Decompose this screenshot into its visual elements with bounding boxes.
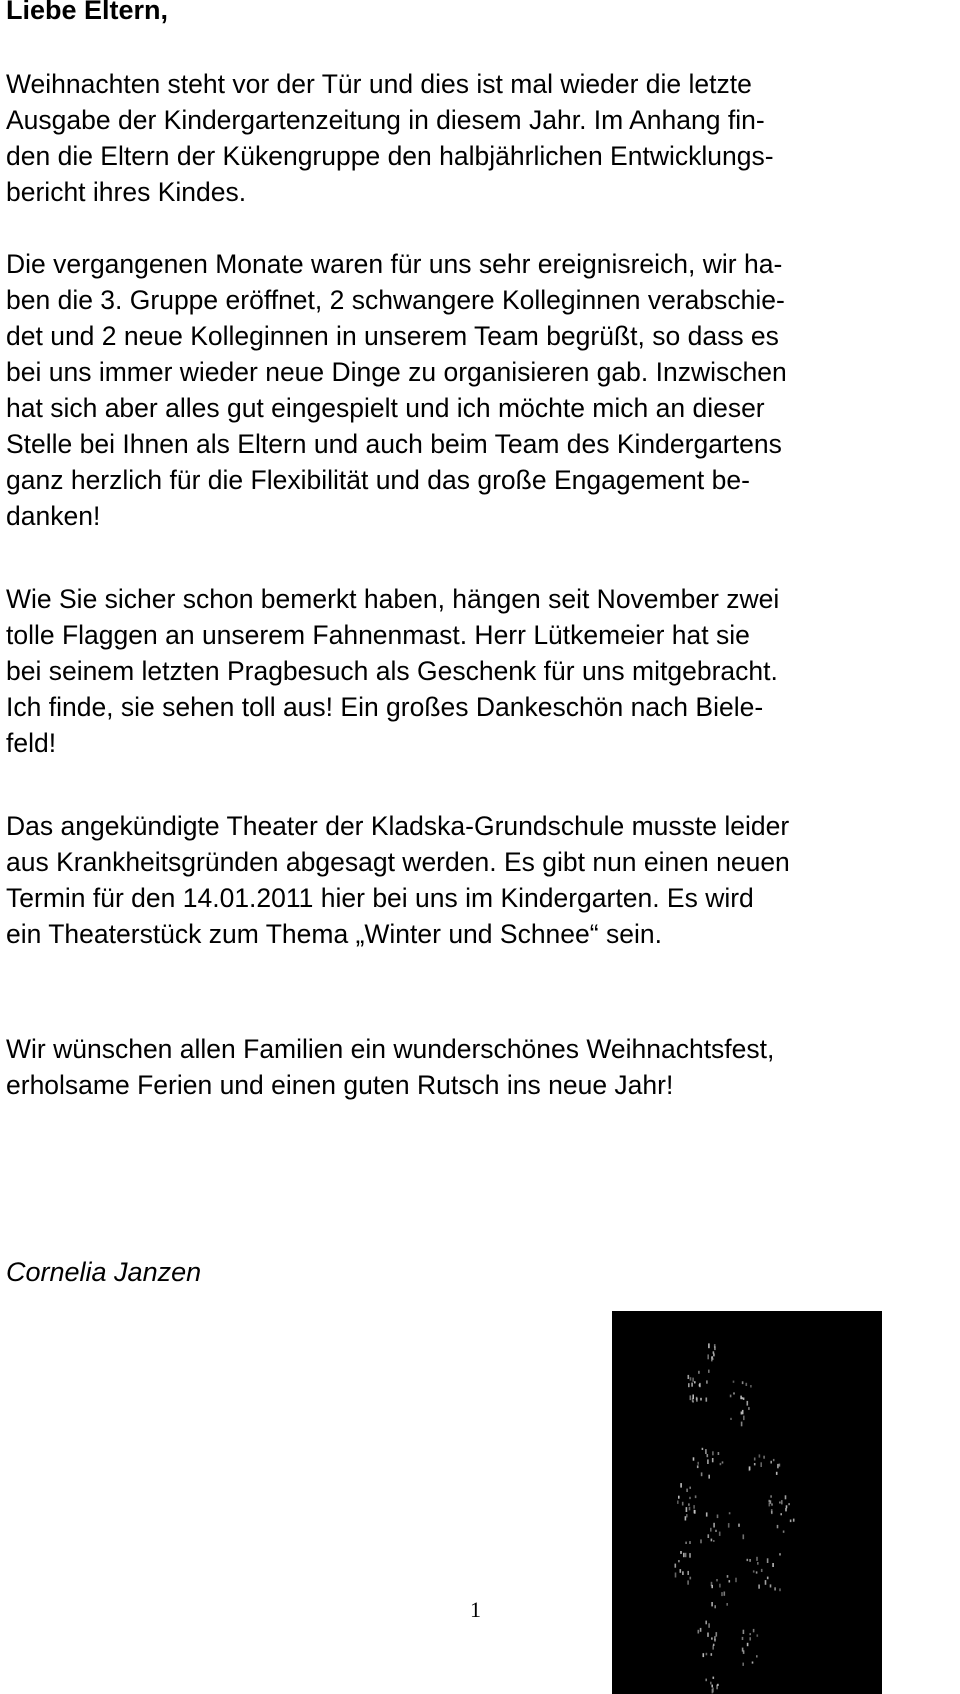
photo-speckle	[689, 1507, 691, 1511]
photo-speckle	[746, 1383, 748, 1386]
photo-speckle	[753, 1629, 755, 1632]
photo-speckle	[712, 1688, 714, 1693]
paragraph-line: Weihnachten steht vor der Tür und dies ist mal wieder die letzte	[6, 69, 752, 99]
photo-speckle	[716, 1685, 718, 1690]
photo-speckle	[740, 1396, 742, 1400]
photo-speckle	[759, 1454, 761, 1457]
photo-speckle	[711, 1357, 713, 1361]
page-number: 1	[470, 1597, 481, 1622]
photo-speckle	[708, 1343, 710, 1348]
photo-speckle	[790, 1520, 792, 1523]
photo-speckle	[703, 1653, 705, 1657]
photo-speckle	[687, 1571, 689, 1575]
photo-speckle	[774, 1587, 776, 1590]
photo-speckle	[743, 1398, 745, 1400]
photo-speckle	[693, 1505, 695, 1509]
photo-speckle	[742, 1410, 744, 1414]
photo-speckle	[773, 1459, 775, 1461]
photo-speckle	[698, 1371, 700, 1374]
photo-speckle	[730, 1418, 732, 1420]
photo-speckle	[735, 1578, 737, 1583]
photo-speckle	[696, 1398, 698, 1402]
photo-speckle	[720, 1463, 722, 1465]
photo-speckle	[742, 1381, 744, 1384]
photo-speckle	[719, 1584, 721, 1588]
photo-speckle	[707, 1354, 709, 1359]
photo-speckle	[779, 1553, 781, 1555]
photo-speckle	[707, 1459, 709, 1464]
photo-speckle	[675, 1564, 677, 1568]
photo-speckle	[743, 1630, 745, 1634]
photo-speckle	[707, 1633, 709, 1637]
photo-speckle	[675, 1573, 677, 1578]
paragraph-events	[6, 246, 960, 534]
photo-speckle	[700, 1628, 702, 1632]
photo-speckle	[749, 1637, 751, 1640]
photo-speckle	[767, 1577, 769, 1580]
photo-speckle	[765, 1580, 767, 1585]
photo-speckle	[728, 1523, 730, 1528]
photo-speckle	[754, 1463, 756, 1465]
photo-speckle	[698, 1630, 700, 1634]
photo-speckle	[781, 1500, 783, 1504]
photo-speckle	[767, 1558, 769, 1563]
photo-speckle	[758, 1585, 760, 1589]
photo-speckle-canvas	[612, 1311, 882, 1694]
photo-speckle	[714, 1605, 716, 1608]
photo-speckle	[693, 1457, 695, 1460]
photo-speckle	[678, 1560, 680, 1562]
photo-speckle	[689, 1541, 691, 1544]
photo-speckle	[785, 1508, 787, 1511]
photo-speckle	[719, 1532, 721, 1536]
photo-speckle	[708, 1534, 710, 1538]
photo-speckle	[711, 1637, 713, 1639]
photo-speckle	[779, 1588, 781, 1591]
photo-speckle	[733, 1392, 735, 1394]
paragraph-line: hat sich aber alles gut eingespielt und ich möchte mich an dieser	[6, 393, 765, 423]
paragraph-line: den die Eltern der Kükengruppe den halbjährlichen Entwicklungs-	[6, 141, 774, 171]
photo-speckle	[688, 1503, 690, 1505]
photo-speckle	[705, 1621, 707, 1625]
photo-speckle	[682, 1502, 684, 1506]
photo-speckle	[743, 1534, 745, 1539]
photo-speckle	[761, 1569, 763, 1572]
photo-speckle	[785, 1495, 787, 1499]
photo-speckle	[749, 1466, 751, 1470]
letter-greeting: Liebe Eltern,	[6, 0, 169, 25]
paragraph-line: Termin für den 14.01.2011 hier bei uns im Kindergarten. Es wird	[6, 883, 754, 913]
photo-speckle	[708, 1623, 710, 1628]
photo-speckle	[742, 1663, 744, 1666]
photo-speckle	[757, 1562, 759, 1565]
photo-speckle	[756, 1557, 758, 1561]
photo-speckle	[686, 1507, 688, 1512]
photo-speckle	[716, 1579, 718, 1581]
paragraph-theater	[6, 808, 960, 952]
photo-speckle	[716, 1632, 718, 1637]
photo-speckle	[753, 1570, 755, 1572]
photo-speckle	[712, 1451, 714, 1455]
photo-speckle	[711, 1653, 713, 1656]
photo-speckle	[777, 1525, 779, 1528]
photo-speckle	[710, 1682, 712, 1685]
photo-speckle	[689, 1487, 691, 1489]
photo-speckle	[715, 1530, 717, 1532]
photo-speckle	[786, 1505, 788, 1508]
photo-speckle	[729, 1580, 731, 1582]
photo-speckle	[733, 1381, 735, 1383]
photo-speckle	[692, 1378, 694, 1382]
photo-speckle	[713, 1523, 715, 1528]
photo-speckle	[771, 1503, 773, 1505]
paragraph-line: ein Theaterstück zum Thema „Winter und Schnee“ sein.	[6, 919, 662, 949]
photo-speckle	[726, 1603, 728, 1606]
paragraph-line: det und 2 neue Kolleginnen in unserem Team begrüßt, so dass es	[6, 321, 779, 351]
photo-speckle	[708, 1370, 710, 1373]
photo-speckle	[729, 1512, 731, 1514]
paragraph-line: Ausgabe der Kindergartenzeitung in diesem Jahr. Im Anhang fin-	[6, 105, 765, 135]
paragraph-line: ben die 3. Gruppe eröffnet, 2 schwangere Kolleginnen verabschie-	[6, 285, 785, 315]
photo-speckle	[749, 1633, 751, 1635]
paragraph-line: Stelle bei Ihnen als Eltern und auch beim Team des Kindergartens	[6, 429, 782, 459]
photo-speckle	[748, 1407, 750, 1410]
photo-speckle	[757, 1634, 759, 1636]
photo-speckle	[713, 1540, 715, 1542]
photo-speckle	[747, 1401, 749, 1406]
paragraph-wishes	[6, 1031, 960, 1103]
photo-speckle	[706, 1512, 708, 1516]
photo-speckle	[779, 1502, 781, 1504]
photo-speckle	[680, 1569, 682, 1573]
photo-speckle	[783, 1531, 785, 1533]
photo-speckle	[770, 1495, 772, 1497]
photo-speckle	[697, 1465, 699, 1468]
photo-speckle	[777, 1464, 779, 1468]
paragraph-line: ganz herzlich für die Flexibilität und das große Engagement be-	[6, 465, 750, 495]
paragraph-line: bei uns immer wieder neue Dinge zu organisieren gab. Inzwischen	[6, 357, 787, 387]
photo-speckle	[776, 1472, 778, 1475]
photo-speckle	[712, 1458, 714, 1462]
photo-image	[612, 1311, 882, 1694]
photo-speckle	[690, 1577, 692, 1580]
photo-speckle	[760, 1462, 762, 1467]
photo-speckle	[711, 1585, 713, 1588]
photo-speckle	[711, 1685, 713, 1688]
photo-speckle	[779, 1464, 781, 1467]
photo-speckle	[714, 1346, 716, 1350]
paragraph-line: feld!	[6, 728, 57, 758]
photo-speckle	[685, 1542, 687, 1544]
photo-speckle	[706, 1398, 708, 1402]
photo-speckle	[700, 1539, 702, 1543]
photo-speckle	[710, 1528, 712, 1532]
photo-speckle	[702, 1448, 704, 1450]
paragraph-line: Die vergangenen Monate waren für uns sehr ereignisreich, wir ha-	[6, 249, 783, 279]
photo-speckle	[793, 1519, 795, 1522]
photo-speckle	[714, 1636, 716, 1640]
photo-speckle	[683, 1553, 685, 1557]
photo-speckle	[689, 1497, 691, 1499]
photo-speckle	[749, 1559, 751, 1562]
photo-speckle	[741, 1422, 743, 1427]
signature: Cornelia Janzen	[6, 1257, 202, 1287]
photo-speckle	[686, 1514, 688, 1517]
photo-speckle	[705, 1679, 707, 1682]
photo-speckle	[688, 1375, 690, 1379]
photo-speckle	[690, 1377, 692, 1380]
paragraph-line: aus Krankheitsgründen abgesagt werden. Es gibt nun einen neuen	[6, 847, 790, 877]
paragraph-line: danken!	[6, 501, 101, 531]
photo-speckle	[747, 1559, 749, 1561]
photo-speckle	[694, 1381, 696, 1383]
photo-speckle	[680, 1483, 682, 1488]
photo-speckle	[699, 1384, 701, 1386]
photo-speckle	[677, 1501, 679, 1504]
photo-speckle	[754, 1458, 756, 1461]
photo-speckle	[756, 1655, 758, 1657]
photo-speckle	[747, 1643, 749, 1646]
photo-speckle	[694, 1510, 696, 1514]
photo-speckle	[692, 1395, 694, 1400]
photo-speckle	[752, 1662, 754, 1664]
paragraph-intro	[6, 66, 960, 210]
photo-speckle	[711, 1602, 713, 1606]
photo-speckle	[692, 1401, 694, 1403]
photo-speckle	[708, 1475, 710, 1479]
photo-speckle	[771, 1509, 773, 1513]
photo-speckle	[700, 1398, 702, 1401]
photo-speckle	[721, 1592, 723, 1596]
photo-speckle	[738, 1524, 740, 1527]
photo-speckle	[743, 1416, 745, 1421]
photo-speckle	[763, 1456, 765, 1459]
paragraph-line: tolle Flaggen an unserem Fahnenmast. Herr Lütkemeier hat sie	[6, 620, 750, 650]
paragraph-line: Wir wünschen allen Familien ein wunderschönes Weihnachtsfest,	[6, 1034, 775, 1064]
photo-speckle	[697, 1462, 699, 1465]
photo-speckle	[691, 1383, 693, 1387]
paragraph-flags	[6, 581, 960, 761]
photo-speckle	[780, 1513, 782, 1515]
photo-speckle	[727, 1575, 729, 1578]
photo-speckle	[686, 1489, 688, 1492]
photo-speckle	[756, 1571, 758, 1573]
photo-speckle	[706, 1380, 708, 1383]
photo-speckle	[770, 1584, 772, 1587]
paragraph-line: bei seinem letzten Pragbesuch als Geschenk für uns mitgebracht.	[6, 656, 778, 686]
photo-speckle	[688, 1383, 690, 1387]
photo-speckle	[685, 1516, 687, 1520]
photo-speckle	[724, 1592, 726, 1596]
photo-speckle	[750, 1385, 752, 1388]
photo-speckle	[705, 1449, 707, 1454]
photo-speckle	[722, 1461, 724, 1463]
photo-speckle	[713, 1677, 715, 1679]
photo-speckle	[713, 1351, 715, 1354]
paragraph-line: erholsame Ferien und einen guten Rutsch ins neue Jahr!	[6, 1070, 674, 1100]
photo-speckle	[687, 1580, 689, 1584]
photo-speckle	[695, 1495, 697, 1498]
photo-speckle	[742, 1637, 744, 1640]
photo-speckle	[742, 1648, 744, 1652]
photo-speckle	[678, 1496, 680, 1499]
photo-speckle	[718, 1452, 720, 1455]
photo-speckle	[682, 1571, 684, 1575]
photo-speckle	[689, 1553, 691, 1558]
paragraph-line: bericht ihres Kindes.	[6, 177, 247, 207]
paragraph-line: Ich finde, sie sehen toll aus! Ein großes Dankeschön nach Biele-	[6, 692, 764, 722]
photo-speckle	[770, 1461, 772, 1464]
photo-speckle	[707, 1454, 709, 1457]
photo-speckle	[690, 1395, 692, 1400]
photo-speckle	[770, 1500, 772, 1504]
photo-speckle	[717, 1515, 719, 1519]
photo-speckle	[680, 1551, 682, 1554]
photo-speckle	[730, 1395, 732, 1398]
paragraph-line: Das angekündigte Theater der Kladska-Grundschule musste leider	[6, 811, 790, 841]
photo-speckle	[706, 1653, 708, 1656]
photo-speckle	[772, 1563, 774, 1567]
photo-speckle	[713, 1354, 715, 1357]
photo-speckle	[712, 1646, 714, 1650]
photo-speckle	[711, 1539, 713, 1542]
photo-speckle	[685, 1553, 687, 1557]
paragraph-line: Wie Sie sicher schon bemerkt haben, hängen seit November zwei	[6, 584, 780, 614]
photo-speckle	[788, 1503, 790, 1505]
photo-speckle	[701, 1472, 703, 1476]
